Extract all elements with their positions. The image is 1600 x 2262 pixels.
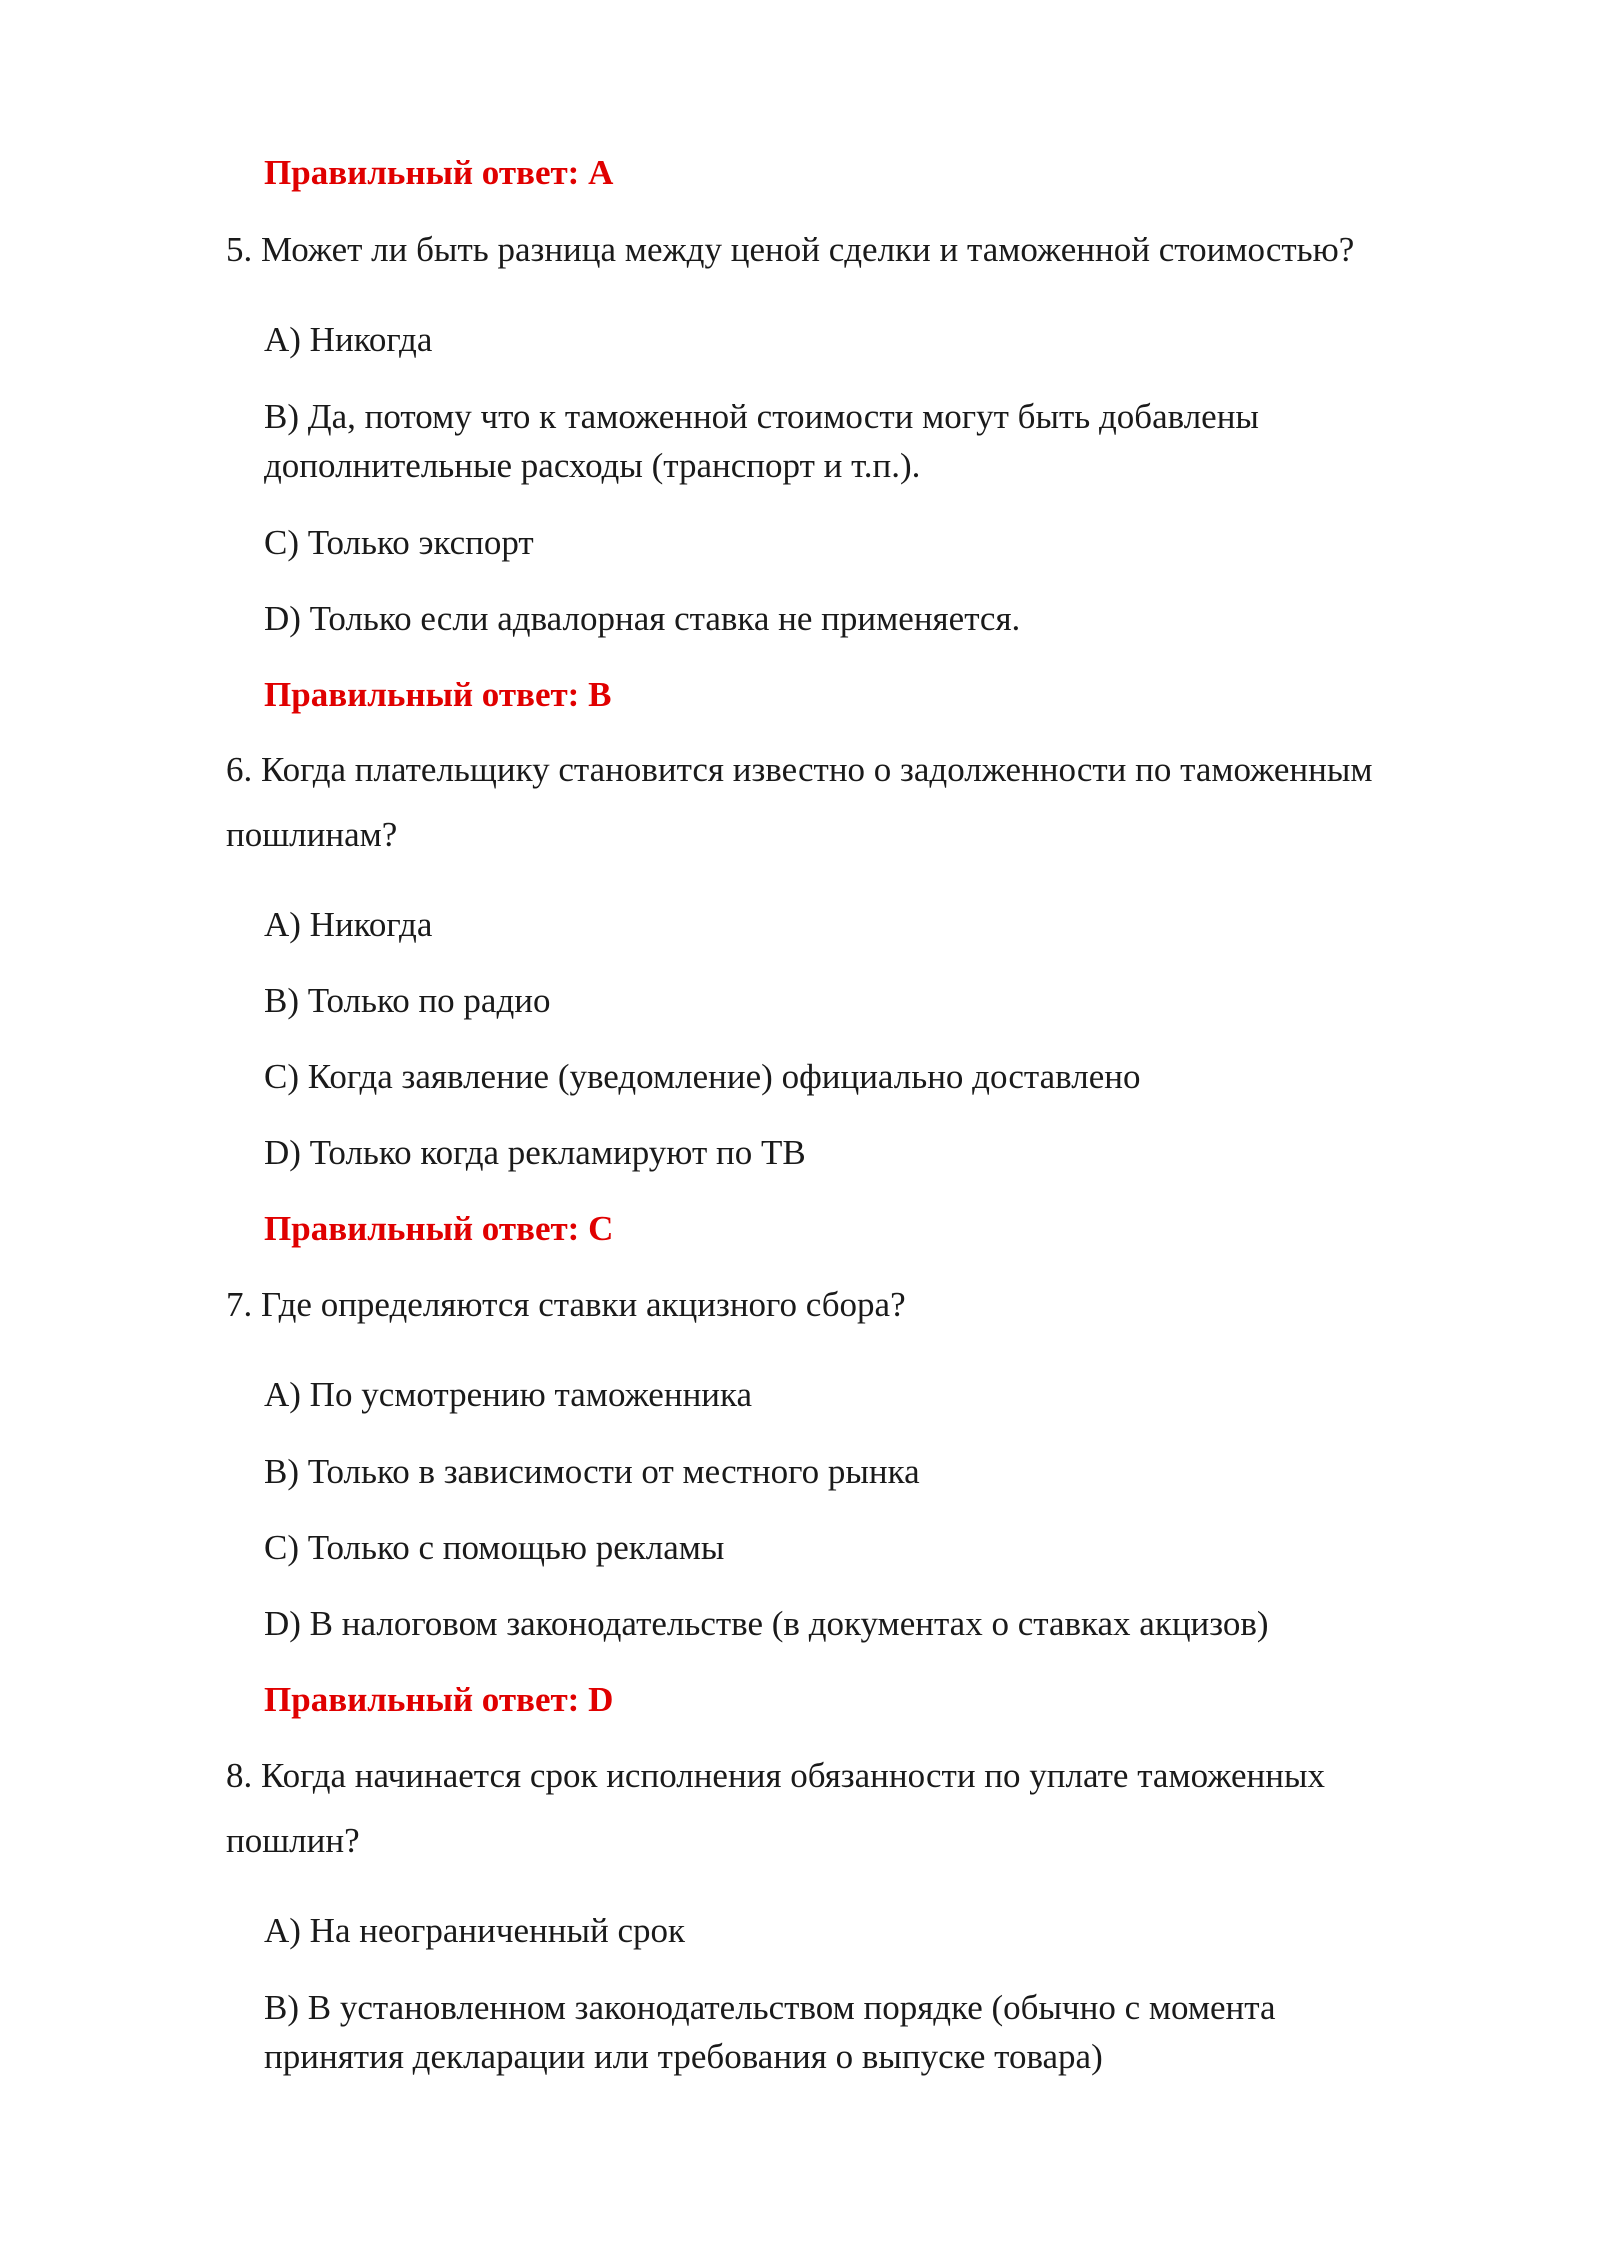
correct-answer-a: Правильный ответ: A	[264, 153, 614, 192]
option-8-b-line-2: принятия декларации или требования о выпуске товара)	[264, 2037, 1103, 2076]
question-5: 5. Может ли быть разница между ценой сделки и таможенной стоимостью?	[226, 230, 1355, 269]
option-5-d: D) Только если адвалорная ставка не применяется.	[264, 599, 1021, 638]
option-8-b-line-1: B) В установленном законодательством порядке (обычно с момента	[264, 1988, 1276, 2027]
correct-answer-b: Правильный ответ: B	[264, 675, 612, 714]
question-7: 7. Где определяются ставки акцизного сбора?	[226, 1285, 906, 1324]
correct-answer-c: Правильный ответ: C	[264, 1209, 614, 1248]
option-6-c: C) Когда заявление (уведомление) официально доставлено	[264, 1057, 1141, 1096]
option-7-b: B) Только в зависимости от местного рынка	[264, 1452, 920, 1491]
question-8-line-2: пошлин?	[226, 1821, 360, 1860]
option-6-d: D) Только когда рекламируют по ТВ	[264, 1133, 806, 1172]
question-6-line-2: пошлинам?	[226, 815, 398, 854]
question-8-line-1: 8. Когда начинается срок исполнения обязанности по уплате таможенных	[226, 1756, 1325, 1795]
option-6-b: B) Только по радио	[264, 981, 551, 1020]
option-7-a: A) По усмотрению таможенника	[264, 1375, 753, 1414]
question-6-line-1: 6. Когда плательщику становится известно о задолженности по таможенным	[226, 750, 1373, 789]
option-5-b-line-2: дополнительные расходы (транспорт и т.п.).	[264, 446, 921, 485]
option-5-b-line-1: B) Да, потому что к таможенной стоимости могут быть добавлены	[264, 397, 1259, 436]
option-5-c: C) Только экспорт	[264, 523, 534, 562]
correct-answer-d: Правильный ответ: D	[264, 1680, 614, 1719]
option-7-d: D) В налоговом законодательстве (в документах о ставках акцизов)	[264, 1604, 1269, 1643]
option-7-c: C) Только с помощью рекламы	[264, 1528, 725, 1567]
option-8-a: A) На неограниченный срок	[264, 1911, 685, 1950]
option-5-a: A) Никогда	[264, 320, 433, 359]
option-6-a: A) Никогда	[264, 905, 433, 944]
